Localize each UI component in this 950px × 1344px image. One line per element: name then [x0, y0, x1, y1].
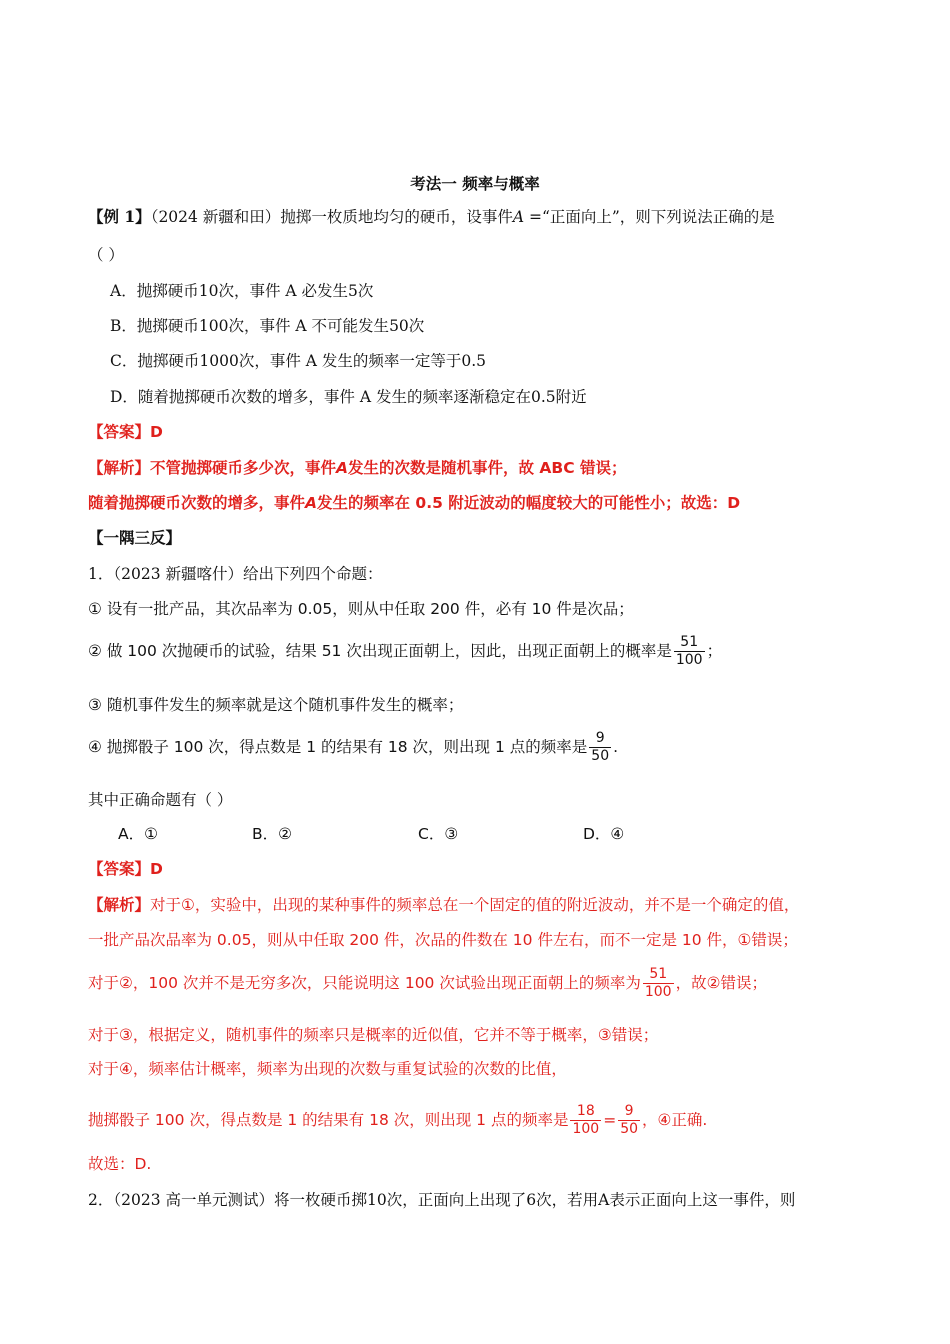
section-title: 考法一 频率与概率 [410, 174, 540, 193]
fraction: $\frac{9}{50}$ [620, 1103, 639, 1137]
q1-conclusion: 故选：D. [88, 1155, 152, 1173]
q1-head: 1．（2023 新疆喀什）给出下列四个命题： [88, 565, 383, 583]
q1-proposition-4: ④ 抛掷骰子 100 次，得点数是 1 的结果有 18 次，则出现 1 点的频率是 $\frac{9}{50}$ . [88, 730, 619, 764]
example-paren: （ ） [88, 246, 124, 264]
example-source: （2024 新疆和田） [150, 208, 281, 226]
example-var-a: A [512, 208, 525, 226]
q1-analysis-5: 对于④，频率估计概率，频率为出现的次数与重复试验的次数的比值， [88, 1060, 567, 1078]
q1-proposition-1: ① 设有一批产品，其次品率为 0.05，则从中任取 200 件，必有 10 件是次品； [88, 600, 634, 618]
fraction: $\frac{18}{100}$ [572, 1103, 600, 1137]
example-analysis-1: 【解析】不管抛掷硬币多少次，事件A发生的次数是随机事件，故 ABC 错误； [88, 459, 627, 477]
example-stem-a: 抛掷一枚质地均匀的硬币，设事件 [280, 208, 513, 226]
q1-analysis-4: 对于③，根据定义，随机事件的频率只是概率的近似值，它并不等于概率，③错误； [88, 1026, 659, 1044]
example-stem-b: =“正面向上”，则下列说法正确的是 [524, 208, 775, 226]
example-option-a: A．抛掷硬币10次，事件 A 必发生5次 [110, 282, 374, 300]
q2-head: 2．（2023 高一单元测试）将一枚硬币掷10次，正面向上出现了6次，若用A表示正面向上这一事件，则 [88, 1191, 796, 1209]
example-option-d: D．随着抛掷硬币次数的增多，事件 A 发生的频率逐渐稳定在0.5附近 [110, 388, 587, 406]
q1-proposition-2: ② 做 100 次抛硬币的试验，结果 51 次出现正面朝上，因此，出现正面朝上的概率是 $\frac{51}{100}$ ； [88, 634, 723, 668]
example-1-stem [88, 206, 775, 228]
example-option-b: B．抛掷硬币100次，事件 A 不可能发生50次 [110, 317, 425, 335]
q1-ask: 其中正确命题有（ ） [88, 791, 233, 809]
q1-option-a: A．① [118, 825, 158, 843]
q1-proposition-3: ③ 随机事件发生的频率就是这个随机事件发生的概率； [88, 696, 464, 714]
fraction: $\frac{51}{100}$ [675, 634, 703, 668]
q1-answer: 【答案】D [88, 860, 163, 878]
example-tag: 【例 1】 [88, 207, 151, 226]
fraction: $\frac{9}{50}$ [591, 730, 610, 764]
q1-option-d: D．④ [583, 825, 625, 843]
q1-option-c: C．③ [418, 825, 459, 843]
example-analysis-2: 随着抛掷硬币次数的增多，事件A发生的频率在 0.5 附近波动的幅度较大的可能性小；故选：D [88, 494, 741, 512]
section-tag: 【一隅三反】 [88, 528, 182, 547]
q1-analysis-3: 对于②，100 次并不是无穷多次，只能说明这 100 次试验出现正面朝上的频率为 $\frac{51}{100}$ ，故②错误； [88, 966, 767, 1000]
q1-analysis-2: 一批产品次品率为 0.05，则从中任取 200 件，次品的件数在 10 件左右，而不一定是 10 件，①错误； [88, 931, 798, 949]
example-answer: 【答案】D [88, 423, 163, 441]
q1-option-b: B．② [252, 825, 293, 843]
q1-analysis-1: 【解析】对于①，实验中，出现的某种事件的频率总在一个固定的值的附近波动，并不是一个确定的值， [88, 896, 800, 914]
q1-analysis-6: 抛掷骰子 100 次，得点数是 1 的结果有 18 次，则出现 1 点的频率是 $\frac{18}{100}$ = $\frac{9}{50}$ ，④正确. [88, 1103, 708, 1137]
fraction: $\frac{51}{100}$ [644, 966, 672, 1000]
example-option-c: C．抛掷硬币1000次，事件 A 发生的频率一定等于0.5 [110, 352, 487, 370]
